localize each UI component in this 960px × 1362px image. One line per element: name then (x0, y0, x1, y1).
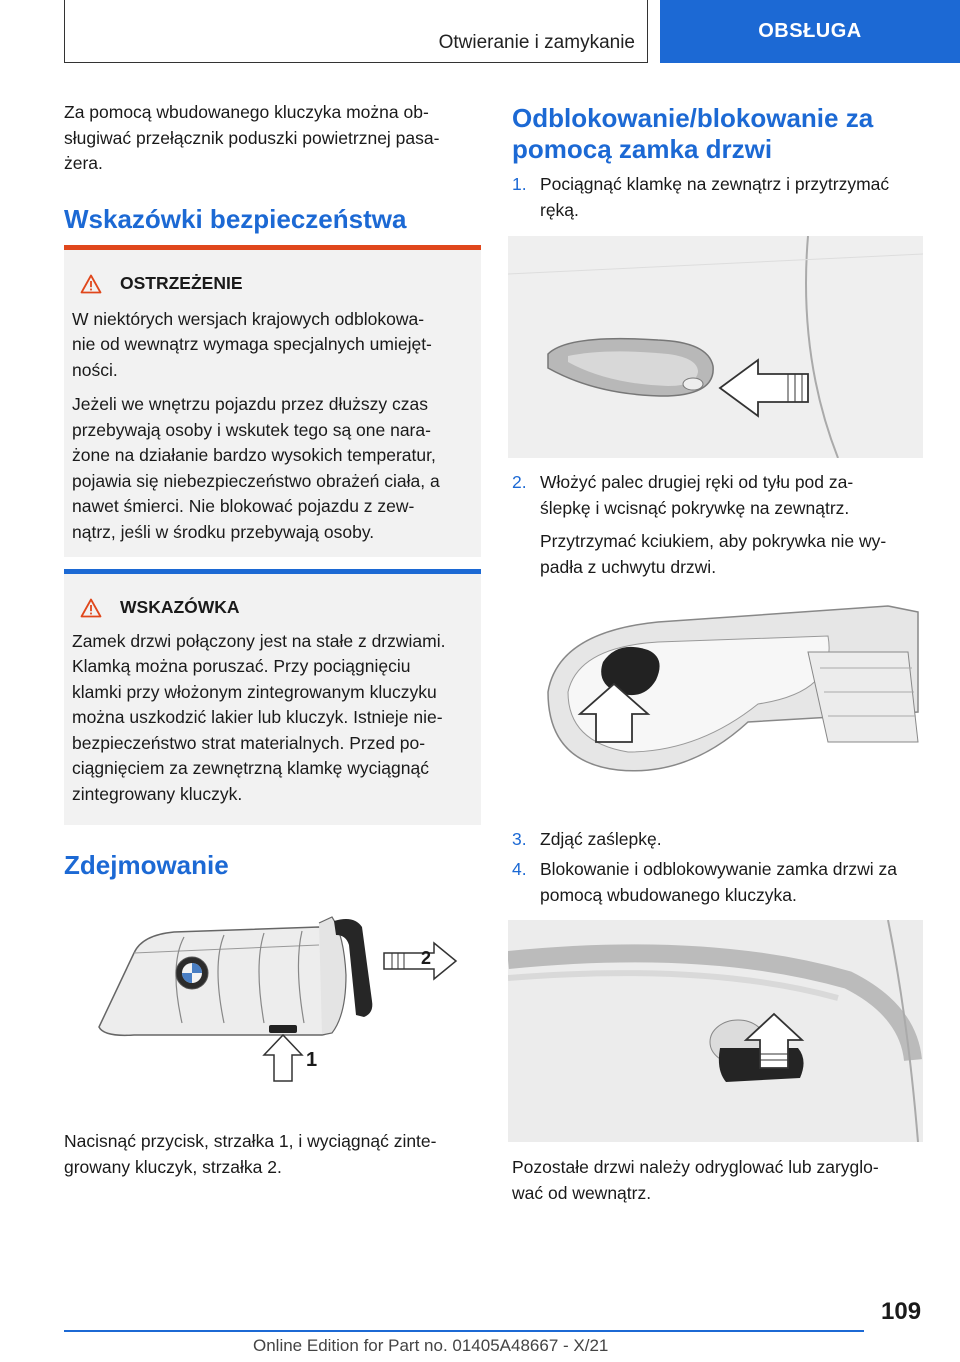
heading-door-lock: Odblokowanie/blokowanie za pomocą zamka drzwi (512, 103, 874, 164)
step-4 (512, 857, 932, 916)
step-2-number: 2. (512, 472, 527, 492)
key-illustration (64, 905, 481, 1111)
step-2-text: Włożyć palec drugiej ręki od tyłu pod za- ślepkę i wcisnąć pokrywkę na zewnątrz. (540, 472, 854, 518)
step-2 (512, 470, 932, 588)
page-number: 109 (881, 1298, 922, 1325)
step-1 (512, 172, 932, 231)
intro-paragraph: Za pomocą wbudowanego kluczyka można ob- sługiwać przełącznik poduszki powietrznej pasa- żera. (64, 102, 440, 173)
warning-box (64, 245, 481, 557)
note-text: Zamek drzwi połączony jest na stałe z drzwiami. Klamką można poruszać. Przy pociągnięciu klamki przy włożonym zintegrowanym kluczyku można uszkodzić lakier lub kluczyk. Istnieje nie- bezpieczeństwo strat materialnych. Przed po- ciągnięciem za zewnętrzną klamkę wyciągnąć zintegrowany kluczyk. (72, 630, 446, 804)
warning-title: OSTRZEŻENIE (120, 273, 243, 293)
warning-rule (64, 245, 481, 250)
step-3-text: Zdjąć zaślepkę. (540, 829, 662, 849)
step-4-text: Blokowanie i odblokowywanie zamka drzwi za pomocą wbudowanego kluczyka. (540, 859, 897, 905)
figure-caption: Nacisnąć przycisk, strzałka 1, i wyciągnąć zinte- growany kluczyk, strzałka 2. (64, 1131, 437, 1177)
closing-paragraph: Pozostałe drzwi należy odryglować lub zaryglo- wać od wewnątrz. (512, 1157, 879, 1203)
step-3-number: 3. (512, 829, 527, 849)
step-2-extra: Przytrzymać kciukiem, aby pokrywka nie wy- padła z uchwytu drzwi. (540, 531, 887, 577)
lock-cap-illustration (508, 592, 923, 812)
note-rule (64, 569, 481, 574)
arrow-2-label: 2 (421, 948, 432, 968)
step-3 (512, 827, 932, 861)
warning-text-2: Jeżeli we wnętrzu pojazdu przez dłuższy czas przebywają osoby i wskutek tego są one nara- żone na działanie bardzo wysokich temperatur, pojawia się niebezpieczeństwo obrażeń ciała, a nawet śmierci. Nie blokować pojazdu z zew- nątrz, jeśli w środku przebywają osoby. (72, 394, 440, 542)
note-title: WSKAZÓWKA (120, 597, 240, 617)
footer-rule (64, 1330, 864, 1332)
step-1-text: Pociągnąć klamkę na zewnątrz i przytrzymać ręką. (540, 174, 890, 220)
step-1-number: 1. (512, 174, 527, 194)
arrow-1-label: 1 (306, 1049, 318, 1071)
section-title: Otwieranie i zamykanie (438, 32, 635, 53)
chapter-tab[interactable]: OBSŁUGA (660, 0, 960, 63)
heading-remove: Zdejmowanie (64, 850, 229, 880)
heading-safety: Wskazówki bezpieczeństwa (64, 204, 407, 234)
warning-triangle-icon (80, 274, 102, 294)
note-triangle-icon (80, 598, 102, 618)
footer-edition: Online Edition for Part no. 01405A48667 - X/21 (253, 1336, 609, 1355)
key-in-lock-illustration (508, 920, 923, 1142)
door-handle-illustration (508, 236, 923, 458)
note-box (64, 569, 481, 825)
warning-text-1: W niektórych wersjach krajowych odblokowa- nie od wewnątrz wymaga specjalnych umiejęt- ności. (72, 308, 432, 380)
step-4-number: 4. (512, 859, 527, 879)
